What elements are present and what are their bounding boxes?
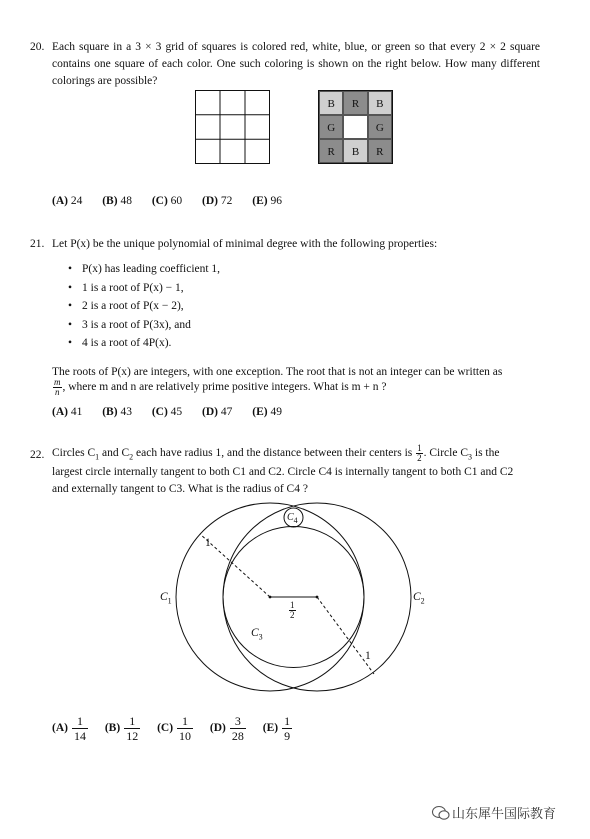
problem-21-body-line1: The roots of P(x) are integers, with one exception. The root that is not an integer can be written as — [52, 366, 503, 378]
problem-20-text: Each square in a 3 × 3 grid of squares is colored red, white, blue, or green so that every 2 × 2 square contains one square of each color. One such coloring is shown on the right below. How many different colorings are possible? — [52, 41, 540, 87]
label-c1: $C_1$ — [160, 591, 172, 606]
grid-cell: B — [368, 91, 392, 115]
grid-cell: R — [319, 139, 343, 163]
problem-22-choices — [52, 714, 306, 743]
problem-21-body-line2: $\frac{m}{n}$ , where m and n are relatively prime positive integers. What is m + n ? — [54, 377, 387, 397]
choice-e[interactable]: (E) $\frac{1}{9}$ — [262, 714, 291, 743]
problem-22-number: 22. — [30, 449, 45, 461]
choice-a[interactable]: (A) 41 — [52, 406, 83, 418]
bullet-item: • 1 is a root of P(x) − 1, — [68, 282, 184, 294]
choice-b[interactable]: (B) 48 — [102, 195, 132, 207]
choice-d[interactable]: (D) $\frac{3}{28}$ — [209, 714, 244, 743]
bullet-item: • P(x) has leading coefficient 1, — [68, 263, 221, 275]
label-radius-left: 1 — [205, 537, 211, 549]
m-over-n-fraction: $\frac{m}{n}$ — [54, 377, 61, 397]
label-radius-right: 1 — [365, 650, 371, 662]
bullet-item: • 4 is a root of 4P(x). — [68, 337, 172, 349]
wechat-logo-icon — [432, 805, 450, 821]
choice-c[interactable]: (C) 60 — [151, 195, 183, 207]
choice-d[interactable]: (D) 47 — [202, 406, 233, 418]
grid-cell: B — [319, 91, 343, 115]
choice-d[interactable]: (D) 72 — [202, 195, 233, 207]
grid-cell: G — [368, 115, 392, 139]
label-center-distance: $\frac{1}{2}$ — [290, 600, 295, 620]
choice-b[interactable]: (B) 43 — [102, 406, 132, 418]
bullet-item: • 2 is a root of P(x − 2), — [68, 300, 184, 312]
problem-21-number: 21. — [30, 238, 45, 250]
half-fraction: $\frac{1}{2}$ — [417, 443, 422, 463]
choice-c[interactable]: (C) $\frac{1}{10}$ — [157, 714, 192, 743]
choice-e[interactable]: (E) 49 — [252, 406, 282, 418]
grid-cell: R — [368, 139, 392, 163]
problem-22-line2: largest circle internally tangent to both C1 and C2. Circle C4 is internally tangent to both C1 and C2 — [52, 466, 514, 478]
grid-cell: R — [343, 91, 367, 115]
grid-cell: G — [319, 115, 343, 139]
label-c4: $C_4$ — [287, 512, 298, 525]
problem-21-intro: Let P(x) be the unique polynomial of minimal degree with the following properties: — [52, 238, 438, 250]
watermark-text: 山东犀牛国际教育 — [452, 807, 557, 822]
choice-a[interactable]: (A) $\frac{1}{14}$ — [52, 714, 86, 743]
choice-e[interactable]: (E) 96 — [252, 195, 282, 207]
label-c3: $C_3$ — [251, 627, 263, 642]
label-c2: $C_2$ — [413, 591, 425, 606]
problem-22-line1: Circles $C_1$ and $C_2$ each have radius 1, and the distance between their centers is $\frac{1}{2}$ . Circle $C_3$ is the — [52, 443, 500, 463]
problem-22-line3: and externally tangent to C3. What is the radius of C4 ? — [52, 483, 308, 495]
bullet-item: • 3 is a root of P(3x), and — [68, 319, 191, 331]
choice-a[interactable]: (A) 24 — [52, 195, 83, 207]
problem-20-number: 20. — [30, 41, 45, 53]
choice-c[interactable]: (C) 45 — [151, 406, 183, 418]
choice-b[interactable]: (B) $\frac{1}{12}$ — [104, 714, 139, 743]
grid-cell: B — [343, 139, 367, 163]
